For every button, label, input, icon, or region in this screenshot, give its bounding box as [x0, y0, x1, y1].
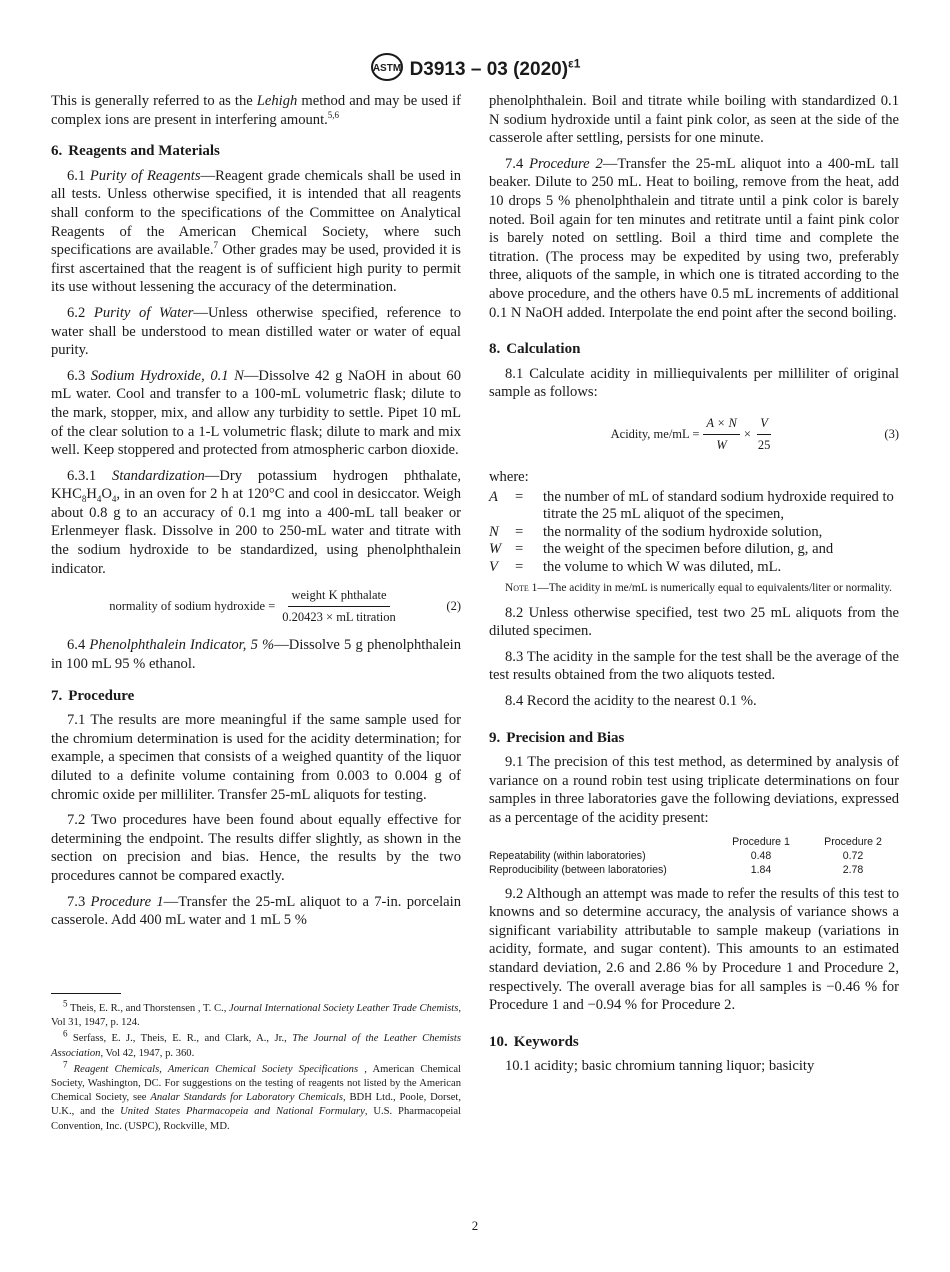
equation-3: Acidity, me/mL = $\frac{A \times N}{W}$ × $\frac{V}{25}$ (3)	[610, 415, 899, 452]
para-6-3: 6.3 Sodium Hydroxide, 0.1 N—Dissolve 42 g NaOH in about 60 mL water. Cool and transfer to a 100-mL volumetric flask; dilute to the mark, stopper, mix, and allow any turbidity to settle. Pipet 10 mL of the clear solution to a 1-L volumetric flask; dilute to mark and mix well. Keep stoppered and protected from atmospheric carbon dioxide.	[51, 367, 462, 459]
section-8-heading: 8. Calculation	[489, 341, 581, 358]
svg-text:ASTM: ASTM	[372, 63, 401, 74]
table-header-row: Procedure 1 Procedure 2	[732, 835, 882, 848]
para-8-2: 8.2 Unless otherwise specified, test two 25 mL aliquots from the diluted specimen.	[489, 604, 899, 640]
para-6-4: 6.4 Phenolphthalein Indicator, 5 %—Dissolve 5 g phenolphthalein in 100 mL 95 % ethanol.	[51, 637, 461, 673]
para-10-1: 10.1 acidity; basic chromium tanning liquor; basicity	[505, 1058, 815, 1075]
para-8-3: 8.3 The acidity in the sample for the test shall be the average of the test results obtained from the two aliquots tested.	[489, 648, 899, 684]
page-number: 2	[471, 1218, 479, 1233]
para-9-1: 9.1 The precision of this test method, as determined by analysis of variance on a round robin test using triplicate determinations on four samples in three laboratories gave the following deviations, expressed as a percentage of the acidity present:	[489, 754, 899, 826]
page-header	[0, 52, 950, 88]
where-row: A = the number of mL of standard sodium hydroxide required to titrate the 25 mL aliquot of the specimen,	[489, 488, 894, 523]
section-6-heading: 6. Reagents and Materials	[51, 143, 220, 160]
table-row: Reproducibility (between laboratories) 1.84 2.78	[489, 863, 864, 876]
where-label: where:	[489, 469, 529, 486]
right-column	[489, 92, 899, 1083]
footnote-6: $^6$ Serfass, E. J., Theis, E. R., and Clark, A., Jr., The Journal of the Leather Chemists Association, Vol 42, 1947, p. 360.	[51, 1028, 461, 1059]
para-7-4: 7.4 Procedure 2—Transfer the 25-mL aliquot into a 400-mL tall beaker. Dilute to 250 mL. Heat to boiling, remove from the heat, add 10 drops 5 % phenolphthalein and titrate until a pink color is barely noted. Boil again for ten minutes and retitrate until a faint pink color is barely noted on settling. Boil a third time and complete the titration. (The process may be expedited by using two, preferably three, aliquots of the sample, in which one is titrated according to the above procedure, and the others have 0.5 mL increments of additional 0.1 N NaOH added. Interpolate the end point after the second boiling.	[489, 155, 899, 321]
where-list	[489, 489, 899, 577]
equation-2: normality of sodium hydroxide = $\frac{\text{weight K phthalate}}{\text{0.20423 × mL titration}}$ (2)	[109, 588, 461, 624]
para-6-2: 6.2 Purity of Water—Unless otherwise specified, reference to water shall be understood to mean distilled water or water of equal purity.	[51, 304, 461, 359]
para-6-1: 6.1 Purity of Reagents—Reagent grade chemicals shall be used in all tests. Unless otherwise specified, it is intended that all reagents shall conform to the specifications of the Committee on Analytical Reagents of the American Chemical Society, where such specifications are available.$^7$ Other grades may be used, provided it is first ascertained that the reagent is of sufficient high purity to permit its use without lessening the accuracy of the determination.	[51, 167, 461, 296]
table-row: Repeatability (within laboratories) 0.48 0.72	[489, 849, 864, 862]
para-8-4: 8.4 Record the acidity to the nearest 0.1 %.	[505, 693, 757, 710]
para-6-3-1: 6.3.1 Standardization—Dry potassium hydrogen phthalate, $KHC_8H_4O_4$, in an oven for 2 h at 120°C and cool in desiccator. Weigh about 0.8 g to an accuracy of 0.1 mg into a 400-mL tall beaker or Erlenmeyer flask. Dissolve in 200 to 250-mL water and titrate with the sodium hydroxide to be standardized, using phenolphthalein indicator.	[51, 467, 461, 577]
para-8-1: 8.1 Calculate acidity in milliequivalents per milliliter of original sample as follows:	[489, 365, 899, 401]
footnote-rule	[51, 993, 121, 994]
note-1: Note 1—The acidity in me/mL is numerically equal to equivalents/liter or normality.	[505, 581, 893, 594]
where-row: V = the volume to which W was diluted, mL.	[489, 559, 782, 576]
designation: D3913 – 03 (2020)	[409, 59, 569, 81]
section-9-heading: 9. Precision and Bias	[489, 729, 625, 746]
para-9-2: 9.2 Although an attempt was made to refer the results of this test to knowns and so determine accuracy, the analysis of variance shows a significant variability attributable to sample makeup (variations in acidity, formate, and sugar content). This amounts to an estimated standard deviation, 2.6 and 2.86 % by Procedure 1 and Procedure 2, respectively. The overall average bias for all samples is −0.46 % for Procedure 1 and −0.94 % for Procedure 2.	[489, 885, 899, 1014]
para-7-1: 7.1 The results are more meaningful if the same sample used for the chromium determination is used for the acidity determination; for example, a specimen that consists of a weighed quantity of the liquor diluted to a definite volume containing from 0.003 to 0.004 g of chromic oxide per milliliter. Transfer 25-mL aliquots for testing.	[51, 712, 461, 803]
epsilon-superscript: ε1	[568, 56, 581, 71]
left-column	[51, 92, 461, 937]
where-row: N = the normality of the sodium hydroxide solution,	[489, 523, 823, 540]
astm-logo-icon	[370, 52, 404, 88]
footnote-7: $^7$ Reagent Chemicals, American Chemical Society Specifications , American Chemical Society, Washington, DC. For suggestions on the testing of reagents not listed by the American Chemical Society, see Analar Standards for Laboratory Chemicals, BDH Ltd., Poole, Dorset, U.K., and the United States Pharmacopeia and National Formulary, U.S. Pharmacopeial Convention, Inc. (USPC), Rockville, MD.	[51, 1059, 461, 1132]
para-7-2: 7.2 Two procedures have been found about equally effective for determining the endpoint. The results differ slightly, as shown in the section on precision and bias. Hence, the results by the two procedures cannot be compared exactly.	[51, 812, 461, 884]
section-7-heading: 7. Procedure	[51, 687, 135, 704]
intro-paragraph: This is generally referred to as the Lehigh method and may be used if complex ions are present in interfering amount.$^{5,6}$	[51, 93, 461, 128]
footnote-5: $^5$ Theis, E. R., and Thorstensen , T. C., Journal International Society Leather Trade Chemists, Vol 31, 1947, p. 124.	[51, 998, 461, 1029]
where-row: W = the weight of the specimen before dilution, g, and	[489, 541, 834, 558]
footnotes	[51, 998, 461, 1136]
section-10-heading: 10. Keywords	[489, 1033, 579, 1050]
para-7-3: 7.3 Procedure 1—Transfer the 25-mL aliquot to a 7-in. porcelain casserole. Add 400 mL water and 1 mL 5 %	[51, 893, 461, 929]
precision-table	[489, 835, 899, 877]
para-7-3-continued: phenolphthalein. Boil and titrate while boiling with standardized 0.1 N sodium hydroxide until a faint pink color, as seen at the side of the casserole after settling, persists for one minute.	[489, 93, 899, 147]
